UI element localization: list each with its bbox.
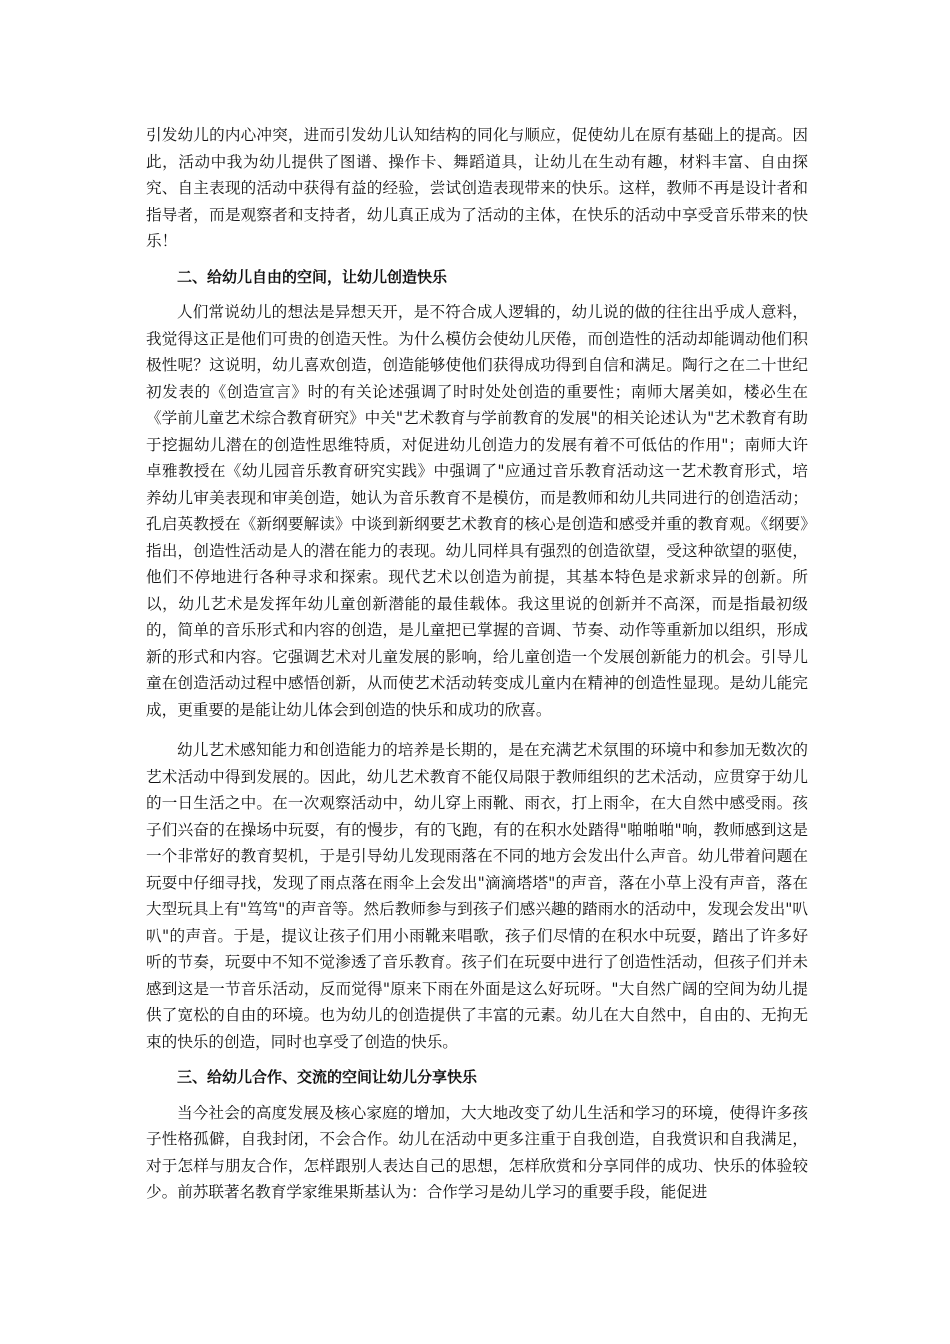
paragraph-intro-continued: 引发幼儿的内心冲突，进而引发幼儿认知结构的同化与顺应，促使幼儿在原有基础上的提高。因此，活动中我为幼儿提供了图谱、操作卡、舞蹈道具，让幼儿在生动有趣，材料丰富、自由探究、自主表现的活动中获得有益的经验，尝试创造表现带来的快乐。这样，教师不再是设计者和指导者，而是观察者和支持者，幼儿真正成为了活动的主体，在快乐的活动中享受音乐带来的快乐！: [146, 126, 808, 250]
paragraph-section3-1: 当今社会的高度发展及核心家庭的增加，大大地改变了幼儿生活和学习的环境，使得许多孩子性格孤僻，自我封闭，不会合作。幼儿在活动中更多注重于自我创造，自我赏识和自我满足，对于怎样与朋友合作，怎样跟别人表达自己的思想，怎样欣赏和分享同伴的成功、快乐的体验较少。前苏联著名教育学家维果斯基认为：合作学习是幼儿学习的重要手段，能促进: [146, 1103, 808, 1201]
paragraph-section2-1: 人们常说幼儿的想法是异想天开，是不符合成人逻辑的，幼儿说的做的往往出乎成人意料，我觉得这正是他们可贵的创造天性。为什么模仿会使幼儿厌倦，而创造性的活动却能调动他们积极性呢？这说明，幼儿喜欢创造，创造能够使他们获得成功得到自信和满足。陶行之在二十世纪初发表的《创造宣言》时的有关论述强调了时时处处创造的重要性；南师大屠美如，楼必生在《学前儿童艺术综合教育研究》中关"艺术教育与学前教育的发展"的相关论述认为"艺术教育有助于挖掘幼儿潜在的创造性思维特质，对促进幼儿创造力的发展有着不可低估的作用"；南师大许卓雅教授在《幼儿园音乐教育研究实践》中强调了"应通过音乐教育活动这一艺术教育形式，培养幼儿审美表现和审美创造，她认为音乐教育不是模仿，而是教师和幼儿共同进行的创造活动；孔启英教授在《新纲要解读》中谈到新纲要艺术教育的核心是创造和感受并重的教育观。《纲要》指出，创造性活动是人的潜在能力的表现。幼儿同样具有强烈的创造欲望，受这种欲望的驱使，他们不停地进行各种寻求和探索。现代艺术以创造为前提，其基本特色是求新求异的创新。所以，幼儿艺术是发挥年幼儿童创新潜能的最佳载体。我这里说的创新并不高深，而是指最初级的，简单的音乐形式和内容的创造，是儿童把已掌握的音调、节奏、动作等重新加以组织，形成新的形式和内容。它强调艺术对儿童发展的影响，给儿童创造一个发展创新能力的机会。引导儿童在创造活动过程中感悟创新，从而使艺术活动转变成儿童内在精神的创造性显现。是幼儿能完成，更重要的是能让幼儿体会到创造的快乐和成功的欣喜。: [146, 303, 808, 719]
document-page: [146, 122, 808, 1206]
section-heading-3: 三、给幼儿合作、交流的空间让幼儿分享快乐: [177, 1068, 478, 1086]
paragraph-section2-2: 幼儿艺术感知能力和创造能力的培养是长期的，是在充满艺术氛围的环境中和参加无数次的艺术活动中得到发展的。因此，幼儿艺术教育不能仅局限于教师组织的艺术活动，应贯穿于幼儿的一日生活之中。在一次观察活动中，幼儿穿上雨靴、雨衣，打上雨伞，在大自然中感受雨。孩子们兴奋的在操场中玩耍，有的慢步，有的飞跑，有的在积水处踏得"啪啪啪"响，教师感到这是一个非常好的教育契机，于是引导幼儿发现雨落在不同的地方会发出什么声音。幼儿带着问题在玩耍中仔细寻找，发现了雨点落在雨伞上会发出"滴滴塔塔"的声音，落在小草上没有声音，落在大型玩具上有"笃笃"的声音等。然后教师参与到孩子们感兴趣的踏雨水的活动中，发现会发出"叭叭"的声音。于是，提议让孩子们用小雨靴来唱歌，孩子们尽情的在积水中玩耍，踏出了许多好听的节奏，玩耍中不知不觉渗透了音乐教育。孩子们在玩耍中进行了创造性活动，但孩子们并未感到这是一节音乐活动，反而觉得"原来下雨在外面是这么好玩呀。"大自然广阔的空间为幼儿提供了宽松的自由的环境。也为幼儿的创造提供了丰富的元素。幼儿在大自然中，自由的、无拘无束的快乐的创造，同时也享受了创造的快乐。: [146, 741, 808, 1051]
section-heading-2: 二、给幼儿自由的空间，让幼儿创造快乐: [177, 267, 448, 286]
